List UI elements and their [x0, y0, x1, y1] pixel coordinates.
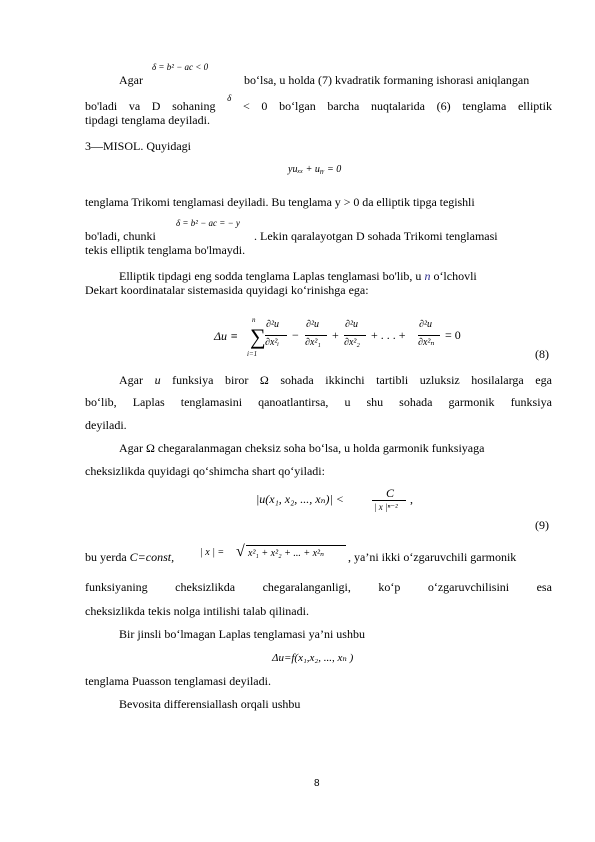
p1-line2: bo'ladi va D sohaning δ < 0 bo‘lgan barcha nuqtalarida (6) tenglama elliptik — [85, 93, 552, 113]
harmonic-line5: cheksizlikda quyidagi qo‘shimcha shart qo‘yiladi: — [85, 464, 325, 478]
example-title: 3—MISOL. Quyidagi — [85, 139, 191, 153]
harmonic-line6-end: , ya’ni ikki o‘zgaruvchili garmonik — [348, 550, 517, 564]
delta-symbol: δ — [227, 93, 232, 103]
harmonic-line8: cheksizlikda tekis nolga intilishi talab qilinadi. — [85, 604, 309, 618]
p1-line1-end: bo‘lsa, u holda (7) kvadratik formaning ishorasi aniqlangan — [244, 73, 530, 87]
harmonic-line1: Agar u funksiya biror Ω sohada ikkinchi tartibli uzluksiz hosilalarga ega — [119, 373, 552, 387]
poisson-line2: tenglama Puasson tenglamasi deyiladi. — [85, 674, 271, 688]
example-line3: tekis elliptik tenglama bo'lmaydi. — [85, 243, 246, 257]
poisson-line1: Bir jinsli bo‘lmagan Laplas tenglamasi ya’ni ushbu — [119, 627, 365, 641]
laplace-line1: Elliptik tipdagi eng sodda tenglama Laplas tenglamasi bo'lib, u n o‘lchovli — [119, 269, 477, 283]
norm-definition: | x | = √ x²₁ + x²₂ + ... + x²ₙ — [200, 541, 348, 567]
page-number: 8 — [314, 778, 320, 789]
harmonic-line4: Agar Ω chegaralanmagan cheksiz soha bo‘lsa, u holda garmonik funksiyaga — [119, 441, 485, 455]
example-line2-start: bo'ladi, chunki — [85, 229, 156, 243]
harmonic-line6-start: bu yerda C=const, — [85, 550, 175, 564]
example-line1: tenglama Trikomi tenglamasi deyiladi. Bu tenglama y > 0 da elliptik tipga tegishli — [85, 195, 475, 209]
tricomi-discriminant-image: δ = b² − ac = − y — [176, 218, 240, 228]
laplace-line2: Dekart koordinatalar sistemasida quyidagi ko‘rinishga ega: — [85, 283, 369, 297]
p1-line3: tipdagi tenglama deyiladi. — [85, 113, 210, 127]
harmonic-line3: deyiladi. — [85, 418, 127, 432]
discriminant-formula-image: δ = b² − ac < 0 — [152, 62, 209, 72]
equation-number-9: (9) — [535, 518, 549, 532]
laplace-equation: Δu ≡ ∑ n i=1 ∂²u ∂x²ᵢ − ∂²u ∂x²₁ + ∂²u ∂x²₂ + . . . + ∂²u ∂x²ₙ = 0 — [214, 316, 461, 358]
harmonic-line2: bo‘lib, Laplas tenglamasini qanoatlantirsa, u shu sohada garmonik funksiya — [85, 395, 552, 409]
harmonic-line7: funksiyaning cheksizlikda chegaralanganligi, ko‘p o‘zgaruvchilisini esa — [85, 580, 552, 594]
poisson-line3: Bevosita differensiallash orqali ushbu — [119, 697, 301, 711]
equation-number-8: (8) — [535, 347, 549, 361]
poisson-equation: Δu=f(x₁,x₂, ..., xₙ ) — [272, 652, 354, 664]
p1-line1-start: Agar — [119, 73, 143, 87]
example-line2-end: . Lekin qaralayotgan D sohada Trikomi tenglamasi — [254, 229, 498, 243]
tricomi-equation: yuₓₓ + uᵧᵧ = 0 — [288, 164, 342, 175]
infinity-condition: |u(x₁, x₂, ..., xₙ)| < C | x |ⁿ⁻² , — [256, 486, 413, 512]
